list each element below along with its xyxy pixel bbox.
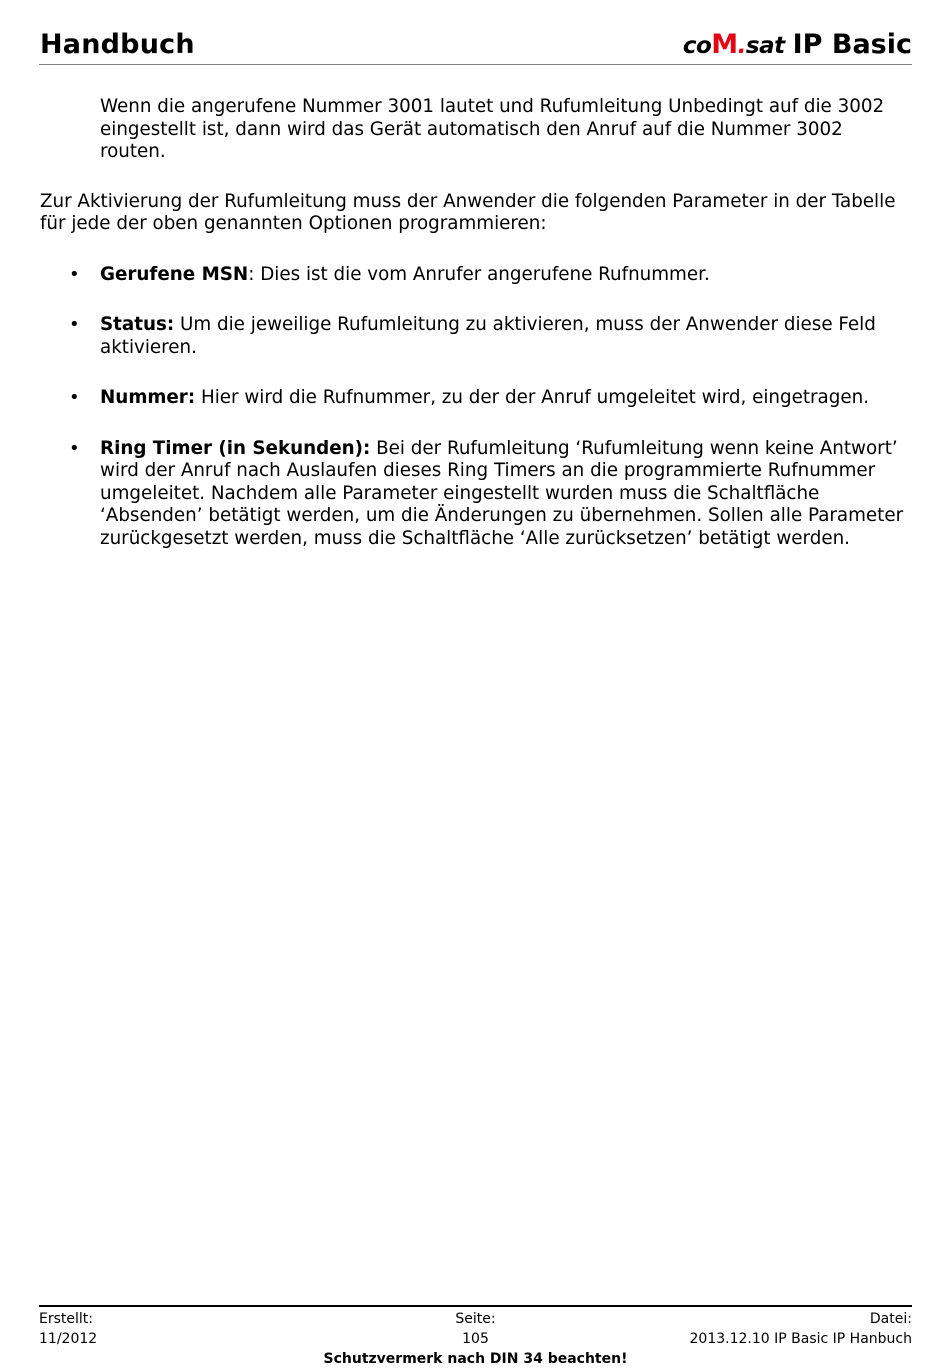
footer-file [624,1309,912,1349]
list-item-term: Status: [100,314,175,335]
list-item-term: Nummer: [100,387,196,408]
header-title: Handbuch [40,29,195,60]
list-item-term: Gerufene MSN [100,263,249,285]
page-number: 105 [462,1331,489,1347]
page-label: Seite: [455,1311,496,1327]
product-name: IP Basic [792,29,912,60]
list-item-text: Bei der Rufumleitung ‘Rufumleitung wenn keine Antwort’ wird der Anruf nach Auslaufen dieses Ring Timers an die programmierte Rufnummer umgeleitet. Nachdem alle Parameter eingestellt wurden muss die Schaltfläche ‘Absenden’ betätigt werden, um die Änderungen zu übernehmen. Sollen alle Parameter zurückgesetzt werden, muss die Schaltfläche ‘Alle zurücksetzen’ betätigt werden. [100,437,904,549]
lead-paragraph: Zur Aktivierung der Rufumleitung muss der Anwender die folgenden Parameter in der Tabelle für jede der oben genannten Optionen programmieren: [40,190,896,234]
comsat-logo: coM.sat [682,29,785,60]
bullet-icon: • [69,263,80,285]
bullet-icon: • [69,387,80,408]
parameter-list [40,264,912,551]
created-label: Erstellt: [39,1311,93,1327]
intro-paragraph: Wenn die angerufene Nummer 3001 lautet und Rufumleitung Unbedingt auf die 3002 eingestellt ist, dann wird das Gerät automatisch den Anruf auf die Nummer 3002 routen. [100,96,885,162]
bullet-icon: • [69,314,80,335]
file-value: 2013.12.10 IP Basic IP Hanbuch [689,1331,912,1347]
header-brand [683,29,912,60]
footer-page [331,1309,619,1349]
page-header [39,28,912,65]
list-item-term: Ring Timer (in Sekunden): [100,437,371,459]
footer-created [39,1309,327,1349]
bullet-icon: • [69,437,80,459]
list-item-text: Hier wird die Rufnummer, zu der der Anruf umgeleitet wird, eingetragen. [195,387,870,408]
list-item-text: : Dies ist die vom Anrufer angerufene Rufnummer. [248,263,710,285]
created-value: 11/2012 [39,1331,98,1347]
footer-note: Schutzvermerk nach DIN 34 beachten! [323,1351,628,1367]
list-item-text: Um die jeweilige Rufumleitung zu aktivieren, muss der Anwender diese Feld aktivieren. [100,314,876,358]
file-label: Datei: [869,1311,912,1327]
page-body [40,96,912,578]
list-item [40,314,912,359]
page-footer [39,1305,912,1367]
list-item [40,264,912,287]
list-item [40,438,912,551]
list-item [40,387,912,410]
